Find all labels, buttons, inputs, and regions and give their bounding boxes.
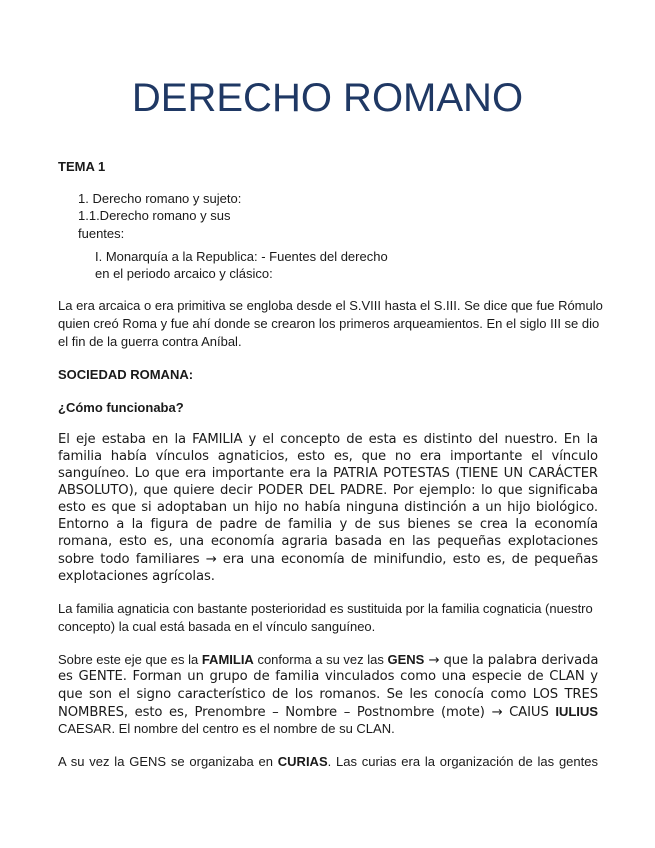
text: . Las curias era la organización de las gentes	[327, 754, 598, 769]
bold-text: CURIAS	[277, 754, 328, 769]
text: → que la palabra derivada	[424, 653, 599, 668]
paragraph-line: esto es que si adoptaban un hijo no había ninguna distinción a un hijo biológico.	[58, 500, 598, 515]
outline-item: 1.1.Derecho romano y sus	[78, 208, 231, 223]
paragraph-line: concepto) la cual está basada en el vínculo sanguíneo.	[58, 619, 376, 634]
text: NOMBRES, esto es, Prenombre – Nombre – Postnombre (mote) → CAIUS	[58, 705, 556, 720]
paragraph-line: sobre todo familiares → era una economía de minifundio, esto es, de pequeñas	[58, 552, 598, 567]
document-title: DERECHO ROMANO	[131, 76, 524, 120]
outline-item: 1. Derecho romano y sujeto:	[78, 191, 242, 206]
text: conforma a su vez las	[253, 652, 388, 667]
paragraph-line: familia había vínculos agnaticios, esto es, que no era importante el vínculo	[58, 449, 598, 464]
paragraph-line: Entorno a la figura de padre de familia y de sus bienes se crea la economía	[58, 517, 598, 532]
paragraph-line: sanguíneo. Lo que era importante era la PATRIA POTESTAS (TIENE UN CARÁCTER	[58, 466, 598, 481]
paragraph-line	[58, 753, 598, 771]
bold-text: IULIUS	[555, 704, 598, 719]
text: A su vez la GENS se organizaba en	[58, 754, 278, 769]
outline-item: fuentes:	[78, 226, 125, 241]
paragraph-line: romana, esto es, una economía agraria basada en las pequeñas explotaciones	[58, 534, 598, 549]
text: Sobre este eje que es la	[58, 652, 202, 667]
paragraph-line: La era arcaica o era primitiva se engloba desde el S.VIII hasta el S.III. Se dice que fue Rómulo	[58, 298, 603, 313]
section-heading: SOCIEDAD ROMANA:	[58, 367, 194, 382]
paragraph-line: es GENTE. Forman un grupo de familia vinculados como una especie de CLAN y	[58, 669, 598, 684]
paragraph-line: explotaciones agrícolas.	[58, 569, 215, 584]
paragraph-line: El eje estaba en la FAMILIA y el concepto de esta es distinto del nuestro. En la	[58, 432, 598, 447]
sub-outline-item: en el periodo arcaico y clásico:	[95, 266, 273, 281]
section-heading: TEMA 1	[58, 159, 106, 174]
paragraph-line: el fin de la guerra contra Aníbal.	[58, 334, 242, 349]
section-heading: ¿Cómo funcionaba?	[58, 400, 184, 415]
bold-text: FAMILIA	[201, 652, 254, 667]
bold-text: GENS	[387, 652, 425, 667]
paragraph-line: La familia agnaticia con bastante posterioridad es sustituida por la familia cognaticia (nuestro	[58, 601, 593, 616]
paragraph-line: CAESAR. El nombre del centro es el nombre de su CLAN.	[58, 721, 395, 736]
paragraph-line: ABSOLUTO), que quiere decir PODER DEL PADRE. Por ejemplo: lo que significaba	[58, 483, 598, 498]
paragraph-line: que son el signo característico de los romanos. Se les conocía como LOS TRES	[58, 687, 598, 702]
paragraph-line: quien creó Roma y fue ahí donde se crearon los primeros arqueamientos. En el siglo III se dio	[58, 316, 600, 331]
sub-outline-item: I. Monarquía a la Republica: - Fuentes del derecho	[95, 249, 388, 264]
